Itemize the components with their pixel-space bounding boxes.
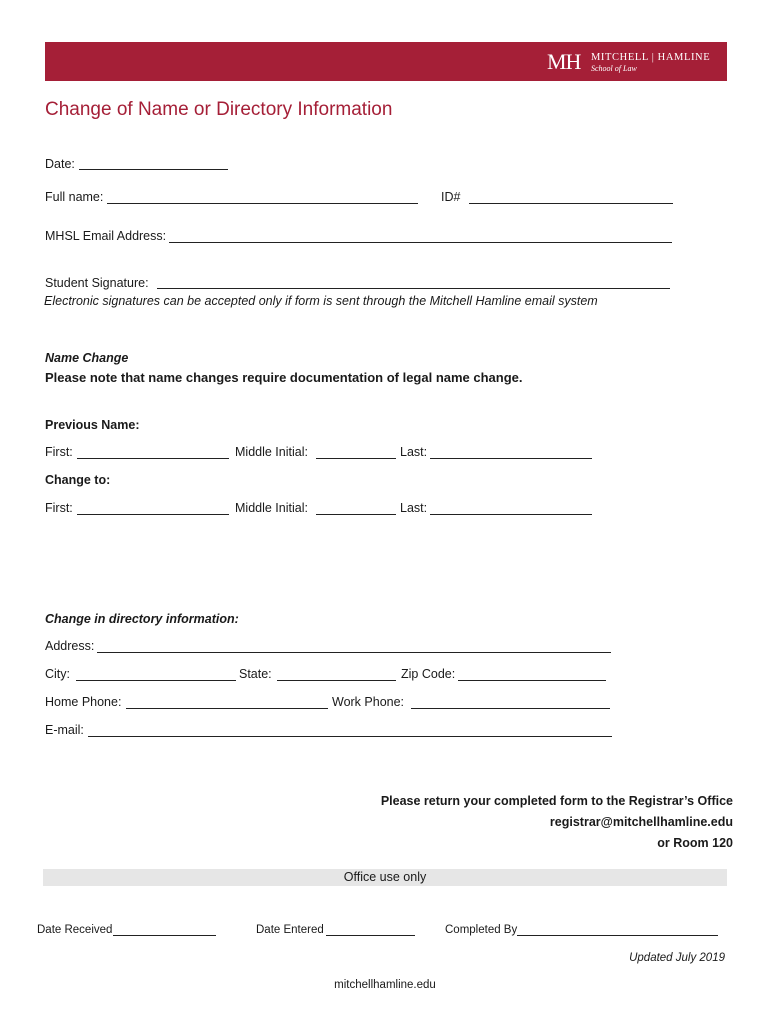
date-received-label: Date Received (37, 924, 113, 936)
zip-label: Zip Code: (401, 667, 456, 681)
work-phone-label: Work Phone: (332, 695, 405, 709)
updated-date: Updated July 2019 (629, 952, 725, 964)
logo-name: MITCHELL | HAMLINE (591, 52, 711, 63)
city-field[interactable] (76, 680, 236, 681)
completed-by-field[interactable] (517, 935, 718, 936)
page-title: Change of Name or Directory Information (45, 99, 393, 120)
change-to-label: Change to: (45, 473, 111, 487)
logo-subtitle: School of Law (591, 64, 637, 73)
address-field[interactable] (97, 652, 611, 653)
id-label: ID# (441, 190, 461, 204)
website-link[interactable]: mitchellhamline.edu (334, 979, 436, 991)
previous-middle-label: Middle Initial: (235, 445, 308, 459)
email-field[interactable] (169, 242, 672, 243)
signature-field[interactable] (157, 288, 670, 289)
previous-first-field[interactable] (77, 458, 229, 459)
date-entered-field[interactable] (326, 935, 415, 936)
signature-note: Electronic signatures can be accepted only if form is sent through the Mitchell Hamline email system (44, 294, 598, 308)
return-line-1: Please return your completed form to the Registrar’s Office (380, 794, 733, 808)
full-name-field[interactable] (107, 203, 418, 204)
directory-email-label: E-mail: (45, 723, 84, 737)
logo-initials: MH (547, 49, 581, 74)
home-phone-label: Home Phone: (45, 695, 122, 709)
directory-email-field[interactable] (88, 736, 612, 737)
home-phone-field[interactable] (126, 708, 328, 709)
full-name-label: Full name: (45, 190, 104, 204)
return-room: or Room 120 (657, 836, 733, 850)
previous-middle-field[interactable] (316, 458, 396, 459)
previous-name-label: Previous Name: (45, 418, 140, 432)
date-label: Date: (45, 157, 75, 171)
signature-label: Student Signature: (45, 276, 149, 290)
new-last-field[interactable] (430, 514, 592, 515)
new-middle-label: Middle Initial: (235, 501, 308, 515)
previous-last-field[interactable] (430, 458, 592, 459)
name-change-note: Please note that name changes require documentation of legal name change. (45, 370, 523, 385)
return-email[interactable]: registrar@mitchellhamline.edu (549, 815, 733, 829)
name-change-heading: Name Change (45, 351, 129, 365)
new-last-label: Last: (400, 501, 428, 515)
state-label: State: (239, 667, 272, 681)
date-entered-label: Date Entered (256, 924, 324, 936)
address-label: Address: (45, 639, 95, 653)
work-phone-field[interactable] (411, 708, 610, 709)
date-field[interactable] (79, 169, 228, 170)
email-label: MHSL Email Address: (45, 229, 167, 243)
zip-field[interactable] (458, 680, 606, 681)
id-field[interactable] (469, 203, 673, 204)
city-label: City: (45, 667, 70, 681)
directory-heading: Change in directory information: (45, 612, 239, 626)
completed-by-label: Completed By (445, 924, 518, 936)
new-first-label: First: (45, 501, 73, 515)
office-use-title: Office use only (343, 870, 427, 884)
previous-last-label: Last: (400, 445, 428, 459)
previous-first-label: First: (45, 445, 73, 459)
state-field[interactable] (277, 680, 396, 681)
header-banner (45, 42, 727, 81)
date-received-field[interactable] (113, 935, 216, 936)
office-use-bar (43, 869, 727, 886)
new-middle-field[interactable] (316, 514, 396, 515)
new-first-field[interactable] (77, 514, 229, 515)
